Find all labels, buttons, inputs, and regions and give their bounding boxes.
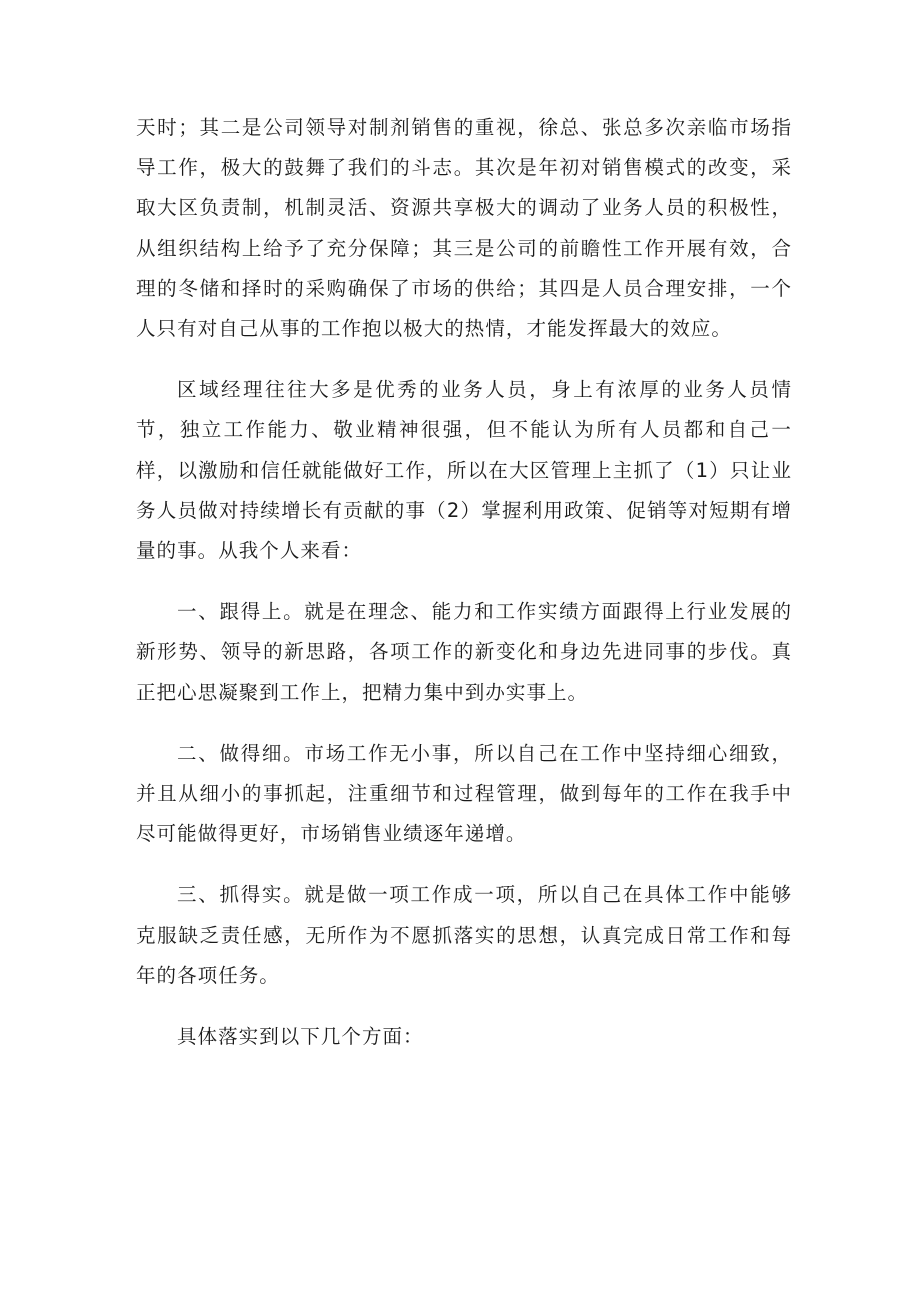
document-body [136,108,792,1078]
paragraph-1: 天时；其二是公司领导对制剂销售的重视，徐总、张总多次亲临市场指导工作，极大的鼓舞了我们的斗志。其次是年初对销售模式的改变，采取大区负责制，机制灵活、资源共享极大的调动了业务人员的积极性，从组织结构上给予了充分保障；其三是公司的前瞻性工作开展有效，合理的冬储和择时的采购确保了市场的供给；其四是人员合理安排，一个人只有对自己从事的工作抱以极大的热情，才能发挥最大的效应。 [136,116,792,341]
paragraph-4: 二、做得细。市场工作无小事，所以自己在工作中坚持细心细致，并且从细小的事抓起，注重细节和过程管理，做到每年的工作在我手中尽可能做得更好，市场销售业绩逐年递增。 [136,741,792,846]
paragraph-2: 区域经理往往大多是优秀的业务人员，身上有浓厚的业务人员情节，独立工作能力、敬业精神很强，但不能认为所有人员都和自己一样，以激励和信任就能做好工作，所以在大区管理上主抓了（1）只让业务人员做对持续增长有贡献的事（2）掌握利用政策、促销等对短期有增量的事。从我个人来看： [136,378,792,563]
paragraph-5: 三、抓得实。就是做一项工作成一项，所以自己在具体工作中能够克服缺乏责任感，无所作为不愿抓落实的思想，认真完成日常工作和每年的各项任务。 [136,883,792,987]
paragraph-3: 一、跟得上。就是在理念、能力和工作实绩方面跟得上行业发展的新形势、领导的新思路，各项工作的新变化和身边先进同事的步伐。真正把心思凝聚到工作上，把精力集中到办实事上。 [136,600,792,704]
paragraph-6: 具体落实到以下几个方面： [177,1025,424,1049]
